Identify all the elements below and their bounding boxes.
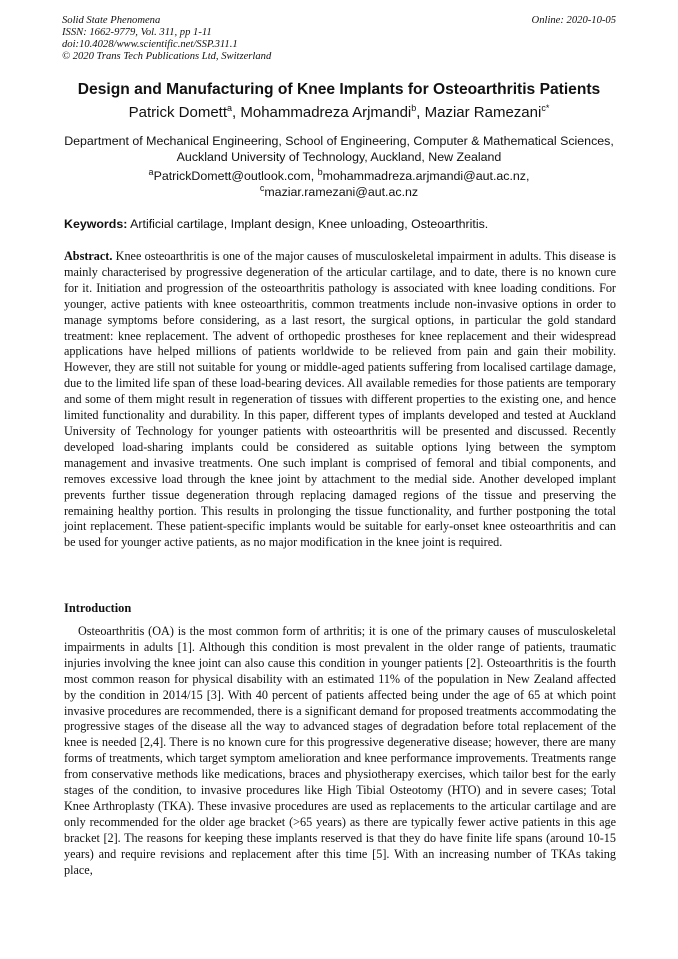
abstract <box>64 249 616 551</box>
section-heading: Introduction <box>64 601 132 615</box>
affiliation-line: Department of Mechanical Engineering, School of Engineering, Computer & Mathematical Sciences, <box>64 134 614 148</box>
paper-title: Design and Manufacturing of Knee Implants for Osteoarthritis Patients <box>77 81 601 98</box>
introduction-text: Osteoarthritis (OA) is the most common form of arthritis; it is one of the primary causes of musculoskeletal impairments in adults [1]. Although this condition is most prevalent in the older range of patients, traumatic injuries involving the knee joint can also cause this condition in younger patients [2]. Osteoarthritis is the fourth most common reason for physical disability with an estimated 11% of the population in New Zealand affected by the condition in 2014/15 [3]. With 40 percent of patients affected being under the age of 65 at which point invasive procedures are recommended, there is a significant demand for proposed treatments accommodating the progressive stages of the disease all the way to advanced stages of degradation before total replacement of the knee is needed [2,4]. There is no known cure for this progressive degenerative disease; however, there are many forms of treatments, which target symptom amelioration and knee performance improvements. Treatments range from conservative methods like medications, braces and physiotherapy exercises, which tailor best for the early stages of the condition, to invasive procedures like High Tibial Osteotomy (HTO) and in severe cases; Total Knee Arthroplasty (TKA). These invasive procedures are used as replacements to the articular cartilage and are only recommended for the older age bracket (>65 years) as there are typically fewer active patients in this age bracket [2]. The reasons for keeping these implants reserved is that they do have finite life spans (around 10-15 years) and require revisions and replacement after this time [5]. With an increasing number of TKAs taking place, <box>64 624 616 877</box>
email-link[interactable]: mohammadreza.arjmandi@aut.ac.nz, <box>322 169 530 183</box>
online-date: Online: 2020-10-05 <box>531 15 616 26</box>
author-emails <box>50 168 628 200</box>
doi-line: doi:10.4028/www.scientific.net/SSP.311.1 <box>62 39 238 50</box>
author-name: Maziar Ramezani <box>424 104 542 121</box>
abstract-label: Abstract. <box>64 249 113 263</box>
abstract-text: Knee osteoarthritis is one of the major causes of musculoskeletal impairment in adults. This disease is mainly characterised by progressive degeneration of the articular cartilage, and to date, there is no known cure for it. Initiation and progression of the osteoarthritis pathology is associated with knee loading conditions. For younger, active patients with knee osteoarthritis, common treatments include non-invasive options in order to manage symptoms before considering, as a last resort, the surgical options, in particular the gold standard treatment: knee replacement. The advent of orthopedic prostheses for knee replacement and their widespread applications have helped millions of patients worldwide to be relieved from pain and gain their mobility. However, they are still not suitable for young or middle-aged patients suffering from localised cartilage damage, due to the limited life span of these load-bearing devices. All available remedies for those patients are temporary and some of them might result in regeneration of tissues with different properties to the existing one, and hence limited functionality and durability. In this paper, different types of implants developed and tested at Auckland University of Technology for younger patients with osteoarthritis will be presented and discussed. Recently developed load-sharing implants could be considered as suitable options lying between the symptom management and invasive treatments. One such implant is comprised of femoral and tibial components, and removes excessive load through the knee joint by attachment to the medial side. Another developed implant prevents further tissue degeneration through replacing damaged regions of the tissue and preserving the remaining healthy portion. This results in prolonging the tissue functionality, and further postponing the total joint replacement. These patient-specific implants would be suitable for early-onset knee osteoarthritis and can be used for younger active patients, as no major modification in the knee joint is required. <box>64 249 616 550</box>
email-link[interactable]: maziar.ramezani@aut.ac.nz <box>264 185 419 199</box>
email-sup: a <box>148 166 154 177</box>
email-sup: b <box>317 166 323 177</box>
author-sup: a <box>227 103 233 113</box>
journal-header <box>62 15 616 63</box>
email-link[interactable]: PatrickDomett@outlook.com, <box>153 169 318 183</box>
affiliation <box>50 133 628 165</box>
copyright-line: © 2020 Trans Tech Publications Ltd, Switzerland <box>62 51 272 62</box>
author-sup: c* <box>541 103 550 113</box>
affiliation-line: Auckland University of Technology, Auckland, New Zealand <box>176 150 502 164</box>
keywords <box>64 217 624 231</box>
author-list: Patrick Domett$^a$, Mohammadreza Arjmandi$^b$, Maziar Ramezani$^{c*}$ <box>128 103 550 121</box>
email-sup: c <box>259 182 265 193</box>
author-sup: b <box>411 103 417 113</box>
journal-name: Solid State Phenomena <box>62 15 161 26</box>
author-name: Mohammadreza Arjmandi <box>240 104 412 121</box>
keywords-text: Artificial cartilage, Implant design, Knee unloading, Osteoarthritis. <box>127 217 489 231</box>
author-name: Patrick Domett <box>128 104 227 121</box>
issn-line: ISSN: 1662-9779, Vol. 311, pp 1-11 <box>62 27 212 38</box>
keywords-label: Keywords: <box>64 217 128 231</box>
